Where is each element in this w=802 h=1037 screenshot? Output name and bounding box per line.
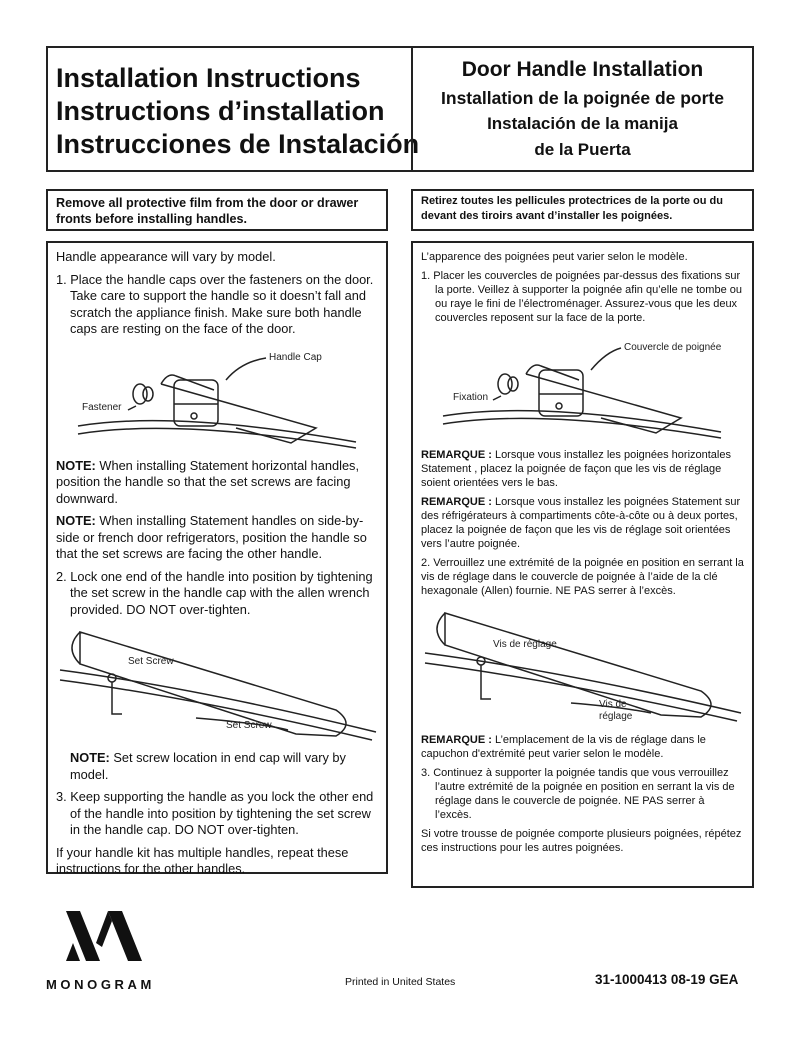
monogram-m-icon <box>46 905 166 967</box>
step-3: 3. Continuez à supporter la poignée tandis que vous verrouillez l’autre extrémité de la poignée en position en serrant la vis de réglage dans le couvercle de poignée. NE PAS serrer à l’excès. <box>421 767 735 821</box>
note-2-text: Lorsque vous installez les poignées Statement sur des réfrigérateurs à compartiments côte-à-côte ou à deux portes, placez la poignée de façon que les vis de réglage soit orientées vers l’autre poignée. <box>421 496 741 550</box>
figure-set-screw <box>421 603 744 727</box>
label-fastener: Fixation <box>453 392 489 403</box>
title-english: Installation Instructions <box>56 63 361 93</box>
label-set-screw-bottom-2: réglage <box>599 711 633 722</box>
subject-english: Door Handle Installation <box>461 58 704 81</box>
step-2: 2. Lock one end of the handle into position by tightening the set screw in the handle cap with the allen wrench provided. DO NOT over-tighten. <box>56 568 373 617</box>
set-screw-illustration <box>421 603 746 727</box>
figure-set-screw <box>56 624 378 744</box>
note-2-text: When installing Statement handles on side-by-side or french door refrigerators, position the handle so that the set screws are facing the other handle. <box>56 513 367 561</box>
note-label: NOTE: <box>56 457 96 473</box>
note-label: REMARQUE : <box>421 734 492 746</box>
figure-handle-cap <box>56 344 378 452</box>
closing-text: Si votre trousse de poignée comporte plusieurs poignées, répétez ces instructions pour les autres poignées. <box>421 828 742 854</box>
closing-text: If your handle kit has multiple handles, repeat these instructions for the other handles. <box>56 844 349 876</box>
label-set-screw-bottom-1: Vis de <box>599 699 627 710</box>
note-3-text: L’emplacement de la vis de réglage dans le capuchon d'extrémité peut varier selon le modèle. <box>421 734 706 760</box>
note-1 <box>56 458 378 508</box>
notice-english: Remove all protective film from the door or drawer fronts before installing handles. <box>56 196 359 226</box>
note-label: NOTE: <box>70 750 110 765</box>
note-1-text: When installing Statement horizontal handles, position the handle so that the set screws are facing downward. <box>56 457 360 506</box>
step-3: 3. Keep supporting the handle as you lock the other end of the handle into position by tightening the set screw in the handle cap. DO NOT over-tighten. <box>56 789 374 837</box>
set-screw-illustration <box>56 624 380 744</box>
label-set-screw-top: Vis de réglage <box>493 639 557 650</box>
subject-spanish-line1: Instalación de la manija <box>487 114 678 133</box>
note-label: REMARQUE : <box>421 496 492 508</box>
brand-name: MONOGRAM <box>46 977 155 992</box>
note-3-text: Set screw location in end cap will vary by model. <box>70 750 346 782</box>
note-label: NOTE: <box>56 513 96 528</box>
label-handle-cap: Couvercle de poignée <box>624 342 722 353</box>
title-spanish: Instrucciones de Instalación <box>56 129 420 159</box>
step-1: 1. Placer les couvercles de poignées par-dessus des fixations sur la porte. Veillez à supporter la poignée afin qu’elle ne tombe ou ou raye le fini de l’électroménager. Assurez-vous que les deux couvercles reposent sur la face de la porte. <box>421 270 742 324</box>
intro-text: Handle appearance will vary by model. <box>56 249 276 264</box>
note-label: REMARQUE : <box>421 449 492 461</box>
figure-handle-cap <box>421 330 744 442</box>
french-instructions <box>411 241 754 888</box>
note-2 <box>56 513 378 563</box>
label-fastener: Fastener <box>82 401 122 413</box>
title-box <box>46 46 420 172</box>
note-3 <box>421 733 744 761</box>
step-1: 1. Place the handle caps over the fasteners on the door. Take care to support the handle so it doesn’t fall and scratch the appliance finish. Make sure both handle caps are resting on the face of the door. <box>56 271 374 336</box>
handle-cap-illustration <box>56 344 380 452</box>
note-1 <box>421 448 744 490</box>
subject-box <box>411 46 754 172</box>
step-2: 2. Verrouillez une extrémité de la poignée en position en serrant la vis de réglage dans le couvercle de poignée à l’aide de la clé hexagonale (Allen) fournie. NE PAS serrer à l’excès. <box>421 557 744 597</box>
note-2 <box>421 495 744 551</box>
title-french: Instructions d’installation <box>56 96 385 126</box>
label-handle-cap: Handle Cap <box>269 351 322 363</box>
printed-in: Printed in United States <box>345 976 456 988</box>
subject-french: Installation de la poignée de porte <box>441 88 724 108</box>
label-set-screw-top: Set Screw <box>128 656 174 667</box>
notice-box-french <box>411 189 754 231</box>
document-number: 31-1000413 08-19 GEA <box>595 972 739 987</box>
notice-french: Retirez toutes les pellicules protectrices de la porte ou du devant des tiroirs avant d’installer les poignées. <box>421 195 723 222</box>
label-set-screw-bottom: Set Screw <box>226 720 272 731</box>
intro-text: L’apparence des poignées peut varier selon le modèle. <box>421 251 688 263</box>
note-1-text: Lorsque vous installez les poignées horizontales Statement , placez la poignée de façon que les vis de réglage soient orientées vers le bas. <box>421 449 731 489</box>
english-instructions <box>46 241 388 874</box>
note-3 <box>56 750 378 783</box>
subject-spanish-line2: de la Puerta <box>534 140 631 159</box>
notice-box-english <box>46 189 388 231</box>
monogram-logo <box>46 905 166 995</box>
